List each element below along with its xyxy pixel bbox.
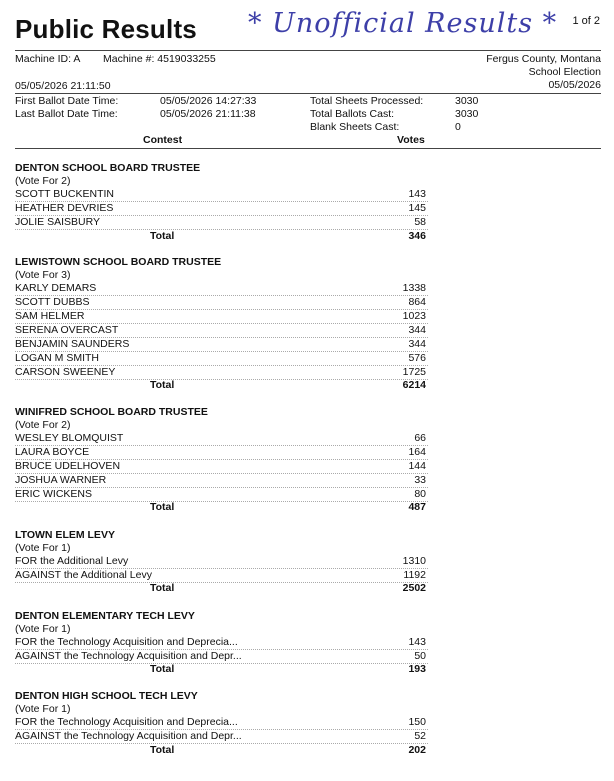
candidate-row bbox=[15, 296, 428, 310]
candidate-votes: 144 bbox=[408, 460, 426, 472]
candidate-votes: 576 bbox=[408, 352, 426, 364]
race-vote-for: (Vote For 1) bbox=[15, 623, 71, 635]
page-title: Public Results bbox=[15, 14, 197, 44]
total-votes: 2502 bbox=[402, 582, 426, 594]
candidate-row bbox=[15, 216, 428, 230]
candidate-votes: 143 bbox=[408, 636, 426, 648]
total-votes: 193 bbox=[408, 663, 426, 675]
candidate-row bbox=[15, 716, 428, 730]
candidate-votes: 33 bbox=[414, 474, 426, 486]
candidate-name: FOR the Technology Acquisition and Deprecia... bbox=[15, 716, 238, 728]
candidate-row bbox=[15, 338, 428, 352]
candidate-name: LOGAN M SMITH bbox=[15, 352, 100, 364]
candidate-name: JOLIE SAISBURY bbox=[15, 216, 101, 228]
race-title: LTOWN ELEM LEVY bbox=[15, 529, 115, 541]
total-label: Total bbox=[150, 379, 175, 391]
blank-sheets-value: 0 bbox=[455, 121, 461, 133]
candidate-name: BENJAMIN SAUNDERS bbox=[15, 338, 130, 350]
candidate-votes: 344 bbox=[408, 338, 426, 350]
candidate-name: BRUCE UDELHOVEN bbox=[15, 460, 121, 472]
candidate-row bbox=[15, 474, 428, 488]
race-title: WINIFRED SCHOOL BOARD TRUSTEE bbox=[15, 406, 208, 418]
candidate-row bbox=[15, 488, 428, 502]
candidate-name: SCOTT BUCKENTIN bbox=[15, 188, 114, 200]
candidate-row bbox=[15, 446, 428, 460]
candidate-name: SCOTT DUBBS bbox=[15, 296, 90, 308]
race-vote-for: (Vote For 2) bbox=[15, 175, 71, 187]
election-date: 05/05/2026 bbox=[548, 79, 601, 91]
candidate-votes: 1310 bbox=[402, 555, 426, 567]
col-header-contest: Contest bbox=[143, 134, 183, 146]
election-name: School Election bbox=[528, 66, 601, 78]
race-title: DENTON HIGH SCHOOL TECH LEVY bbox=[15, 690, 198, 702]
sheets-processed-label: Total Sheets Processed: bbox=[310, 95, 424, 107]
candidate-row bbox=[15, 282, 428, 296]
candidate-votes: 864 bbox=[408, 296, 426, 308]
race-total-row bbox=[15, 230, 428, 243]
candidate-row bbox=[15, 555, 428, 569]
candidate-name: HEATHER DEVRIES bbox=[15, 202, 114, 214]
candidate-name: AGAINST the Technology Acquisition and Depr... bbox=[15, 650, 242, 662]
candidate-votes: 143 bbox=[408, 188, 426, 200]
total-votes: 6214 bbox=[402, 379, 426, 391]
candidate-row bbox=[15, 650, 428, 664]
candidate-name: FOR the Technology Acquisition and Deprecia... bbox=[15, 636, 238, 648]
candidate-name: ERIC WICKENS bbox=[15, 488, 93, 500]
county: Fergus County, Montana bbox=[486, 53, 601, 65]
candidate-votes: 344 bbox=[408, 324, 426, 336]
info-rule bbox=[15, 93, 601, 94]
total-votes: 202 bbox=[408, 744, 426, 756]
candidate-votes: 52 bbox=[414, 730, 426, 742]
header-rule bbox=[15, 50, 601, 51]
machine-number: Machine #: 4519033255 bbox=[103, 53, 216, 65]
total-label: Total bbox=[150, 230, 175, 242]
total-votes: 346 bbox=[408, 230, 426, 242]
total-label: Total bbox=[150, 501, 175, 513]
blank-sheets-label: Blank Sheets Cast: bbox=[310, 121, 400, 133]
candidate-row bbox=[15, 569, 428, 583]
race-title: LEWISTOWN SCHOOL BOARD TRUSTEE bbox=[15, 256, 222, 268]
candidate-row bbox=[15, 460, 428, 474]
total-label: Total bbox=[150, 663, 175, 675]
candidate-name: LAURA BOYCE bbox=[15, 446, 90, 458]
race-vote-for: (Vote For 1) bbox=[15, 542, 71, 554]
candidate-votes: 58 bbox=[414, 216, 426, 228]
candidate-votes: 1023 bbox=[402, 310, 426, 322]
candidate-row bbox=[15, 352, 428, 366]
candidate-votes: 80 bbox=[414, 488, 426, 500]
last-ballot-value: 05/05/2026 21:11:38 bbox=[160, 108, 256, 120]
race-total-row bbox=[15, 744, 428, 757]
candidate-name: SAM HELMER bbox=[15, 310, 85, 322]
ballots-cast-value: 3030 bbox=[455, 108, 479, 120]
candidate-row bbox=[15, 432, 428, 446]
candidate-votes: 1338 bbox=[402, 282, 426, 294]
candidate-votes: 164 bbox=[408, 446, 426, 458]
machine-id: Machine ID: A bbox=[15, 53, 81, 65]
candidate-votes: 66 bbox=[414, 432, 426, 444]
page-number: 1 of 2 bbox=[572, 15, 600, 27]
race-vote-for: (Vote For 2) bbox=[15, 419, 71, 431]
col-header-votes: Votes bbox=[397, 134, 425, 146]
candidate-name: AGAINST the Technology Acquisition and Depr... bbox=[15, 730, 242, 742]
race-title: DENTON SCHOOL BOARD TRUSTEE bbox=[15, 162, 201, 174]
candidate-name: AGAINST the Additional Levy bbox=[15, 569, 152, 581]
total-label: Total bbox=[150, 744, 175, 756]
ballots-cast-label: Total Ballots Cast: bbox=[310, 108, 395, 120]
candidate-name: JOSHUA WARNER bbox=[15, 474, 107, 486]
race-vote-for: (Vote For 1) bbox=[15, 703, 71, 715]
race-total-row bbox=[15, 501, 428, 514]
report-timestamp: 05/05/2026 21:11:50 bbox=[15, 80, 111, 92]
race-title: DENTON ELEMENTARY TECH LEVY bbox=[15, 610, 195, 622]
candidate-name: SERENA OVERCAST bbox=[15, 324, 119, 336]
candidate-votes: 1725 bbox=[402, 366, 426, 378]
candidate-name: CARSON SWEENEY bbox=[15, 366, 116, 378]
first-ballot-value: 05/05/2026 14:27:33 bbox=[160, 95, 257, 107]
race-vote-for: (Vote For 3) bbox=[15, 269, 71, 281]
candidate-votes: 145 bbox=[408, 202, 426, 214]
candidate-votes: 1192 bbox=[403, 569, 426, 581]
candidate-name: KARLY DEMARS bbox=[15, 282, 97, 294]
candidate-row bbox=[15, 366, 428, 380]
candidate-row bbox=[15, 188, 428, 202]
candidate-row bbox=[15, 636, 428, 650]
column-rule bbox=[15, 148, 601, 149]
candidate-name: WESLEY BLOMQUIST bbox=[15, 432, 124, 444]
candidate-row bbox=[15, 310, 428, 324]
total-label: Total bbox=[150, 582, 175, 594]
candidate-row bbox=[15, 730, 428, 744]
race-total-row bbox=[15, 582, 428, 595]
race-total-row bbox=[15, 663, 428, 676]
candidate-votes: 50 bbox=[414, 650, 426, 662]
sheets-processed-value: 3030 bbox=[455, 95, 479, 107]
first-ballot-label: First Ballot Date Time: bbox=[15, 95, 119, 107]
candidate-row bbox=[15, 324, 428, 338]
handwritten-note: * Unofficial Results * bbox=[248, 8, 558, 39]
race-total-row bbox=[15, 379, 428, 392]
candidate-votes: 150 bbox=[408, 716, 426, 728]
last-ballot-label: Last Ballot Date Time: bbox=[15, 108, 118, 120]
total-votes: 487 bbox=[408, 501, 426, 513]
candidate-row bbox=[15, 202, 428, 216]
candidate-name: FOR the Additional Levy bbox=[15, 555, 129, 567]
